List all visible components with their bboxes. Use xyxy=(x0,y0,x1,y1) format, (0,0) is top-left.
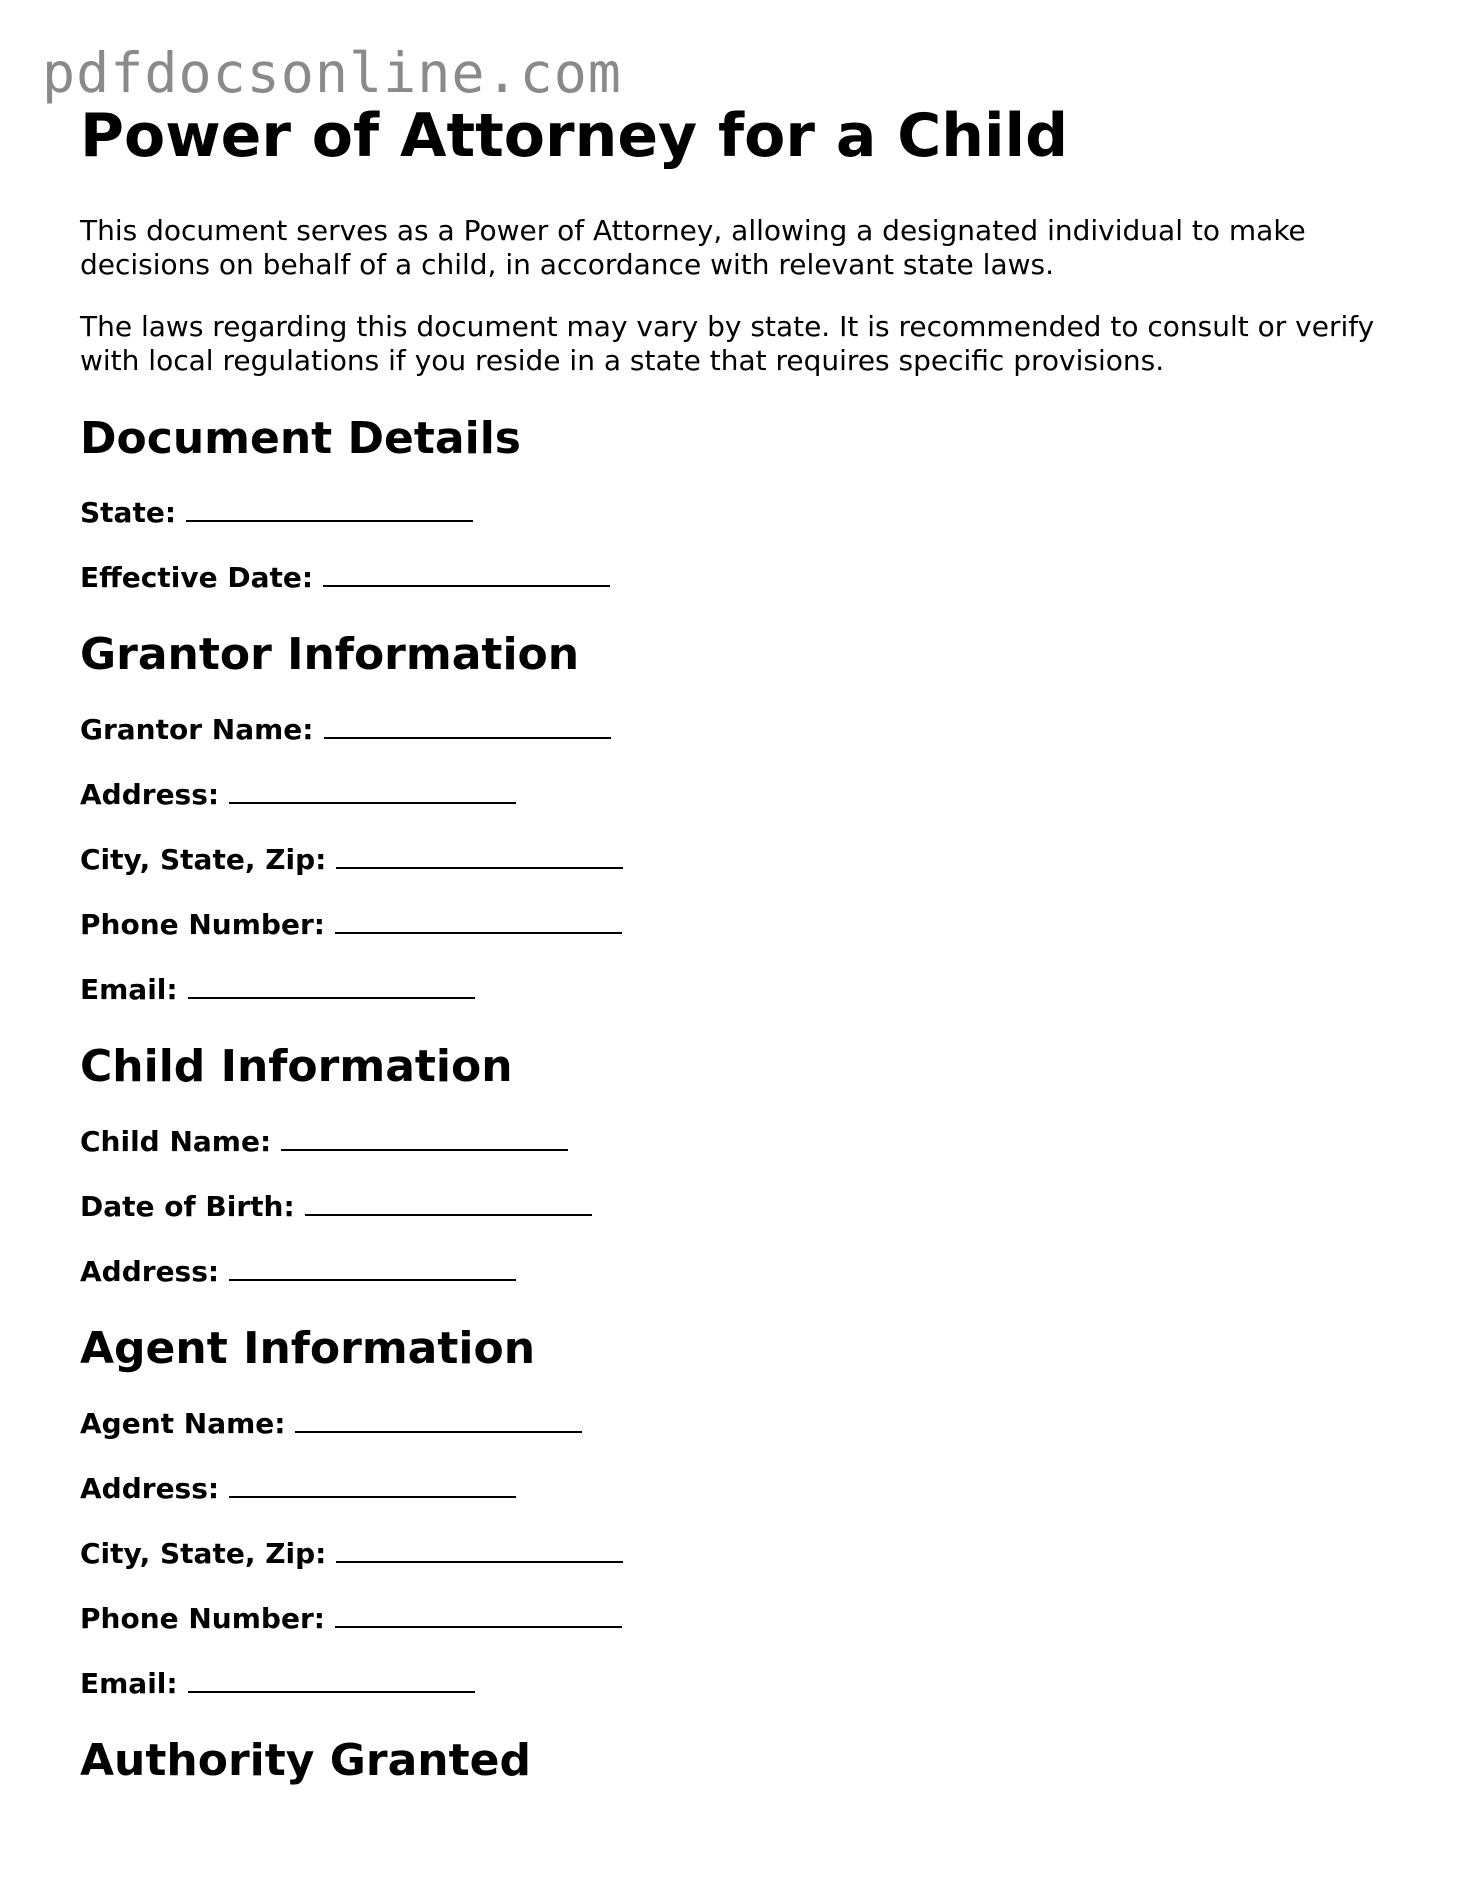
field-label: State: xyxy=(80,496,177,530)
state-field xyxy=(80,494,1400,530)
agent-section xyxy=(80,1323,1400,1701)
agent-city-state-zip-input[interactable] xyxy=(336,1535,623,1563)
intro-paragraph: The laws regarding this document may vary by state. It is recommended to consult or verify with local regulations if you reside in a state that requires specific provisions. xyxy=(80,310,1375,378)
grantor-email-field xyxy=(80,971,1400,1007)
field-label: Address: xyxy=(80,1255,220,1289)
field-label: Grantor Name: xyxy=(80,713,314,747)
field-label: Address: xyxy=(80,1471,220,1505)
grantor-city-state-zip-input[interactable] xyxy=(336,841,623,869)
section-heading: Agent Information xyxy=(80,1323,536,1375)
agent-city-state-zip-field xyxy=(80,1535,1400,1571)
watermark: pdfdocsonline.com xyxy=(42,41,622,105)
grantor-address-field xyxy=(80,776,1400,812)
child-dob-input[interactable] xyxy=(305,1188,592,1216)
grantor-section xyxy=(80,629,1400,1007)
agent-address-field xyxy=(80,1470,1400,1506)
effective-date-input[interactable] xyxy=(323,559,610,587)
agent-email-input[interactable] xyxy=(188,1665,475,1693)
field-label: Effective Date: xyxy=(80,561,314,595)
agent-phone-input[interactable] xyxy=(335,1600,622,1628)
state-input[interactable] xyxy=(186,494,473,522)
grantor-phone-field xyxy=(80,906,1400,942)
grantor-name-input[interactable] xyxy=(324,711,611,739)
document-details-section xyxy=(80,413,1400,596)
document-page xyxy=(80,100,1400,1792)
agent-email-field xyxy=(80,1665,1400,1701)
section-heading: Child Information xyxy=(80,1041,513,1093)
intro-paragraph: This document serves as a Power of Attorney, allowing a designated individual to make decisions on behalf of a child, in accordance with relevant state laws. xyxy=(80,214,1306,282)
child-section xyxy=(80,1041,1400,1289)
authority-section xyxy=(80,1735,1400,1788)
agent-name-input[interactable] xyxy=(295,1405,582,1433)
child-name-input[interactable] xyxy=(281,1123,568,1151)
child-address-field xyxy=(80,1253,1400,1289)
field-label: Phone Number: xyxy=(80,1601,325,1635)
field-label: Phone Number: xyxy=(80,908,325,942)
field-label: City, State, Zip: xyxy=(80,1536,327,1570)
field-label: Email: xyxy=(80,1666,178,1700)
field-label: Agent Name: xyxy=(80,1406,286,1440)
grantor-phone-input[interactable] xyxy=(335,906,622,934)
grantor-city-state-zip-field xyxy=(80,841,1400,877)
agent-name-field xyxy=(80,1405,1400,1441)
page-title: Power of Attorney for a Child xyxy=(80,101,1069,171)
grantor-address-input[interactable] xyxy=(229,776,516,804)
child-dob-field xyxy=(80,1188,1400,1224)
field-label: City, State, Zip: xyxy=(80,843,327,877)
section-heading: Document Details xyxy=(80,412,521,464)
grantor-name-field xyxy=(80,711,1400,747)
agent-address-input[interactable] xyxy=(229,1470,516,1498)
grantor-email-input[interactable] xyxy=(188,971,475,999)
field-label: Address: xyxy=(80,778,220,812)
section-heading: Authority Granted xyxy=(80,1734,531,1786)
agent-phone-field xyxy=(80,1600,1400,1636)
effective-date-field xyxy=(80,559,1400,595)
field-label: Child Name: xyxy=(80,1125,272,1159)
field-label: Email: xyxy=(80,973,178,1007)
child-address-input[interactable] xyxy=(229,1253,516,1281)
section-heading: Grantor Information xyxy=(80,629,580,681)
field-label: Date of Birth: xyxy=(80,1190,295,1224)
child-name-field xyxy=(80,1123,1400,1159)
